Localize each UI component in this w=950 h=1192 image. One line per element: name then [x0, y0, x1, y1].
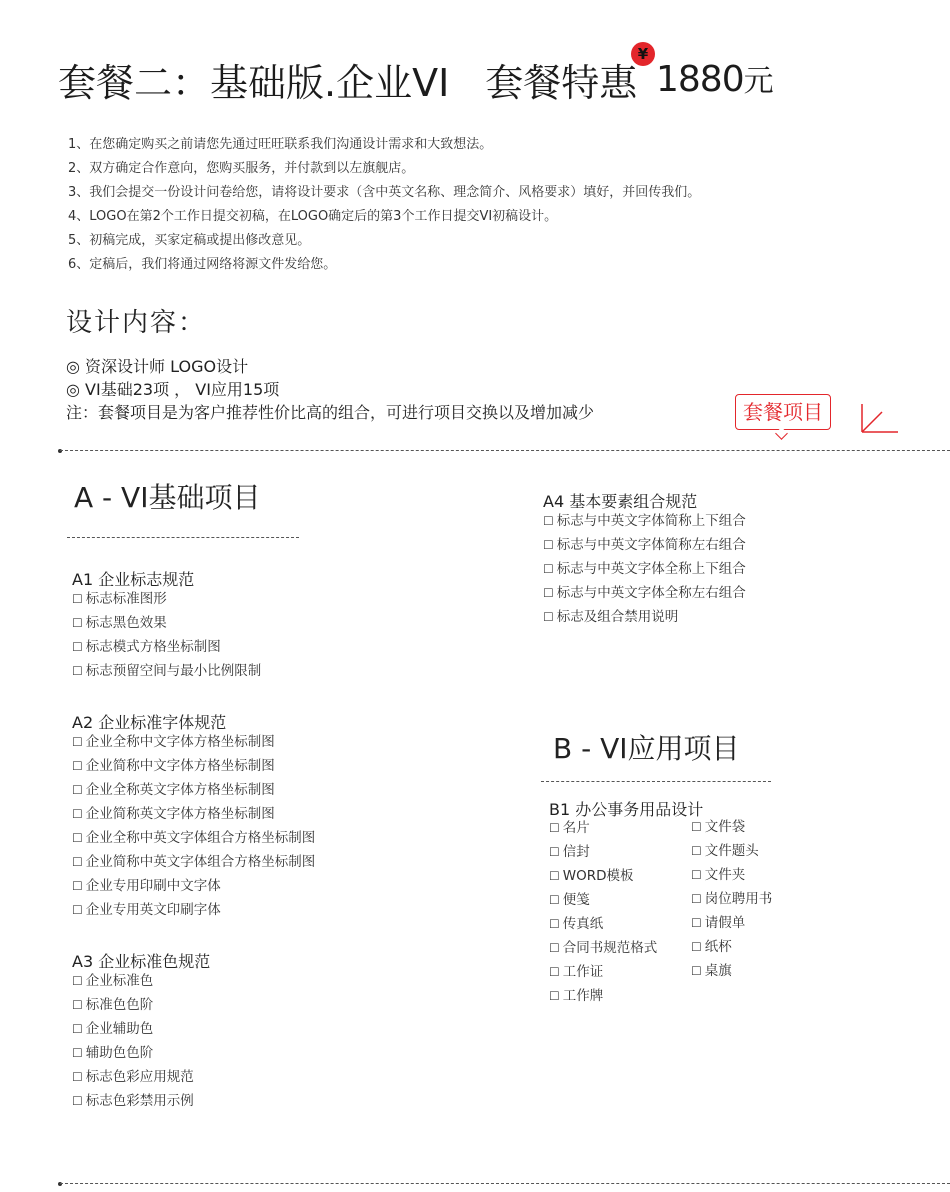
price	[656, 56, 773, 100]
list-item: ☐ 企业简称中英文字体组合方格坐标制图	[72, 850, 315, 874]
group-list-a4	[543, 509, 746, 629]
list-item: ☐ 标志色彩禁用示例	[72, 1089, 194, 1113]
list-item: ☐ 企业辅助色	[72, 1017, 194, 1041]
group-list-a3	[72, 969, 194, 1113]
process-steps	[68, 133, 700, 277]
list-item: ☐ 标志及组合禁用说明	[543, 605, 746, 629]
list-item: ☐ 企业简称中文字体方格坐标制图	[72, 754, 315, 778]
group-list-a2	[72, 730, 315, 922]
design-summary	[66, 355, 594, 424]
group-title-a4: A4 基本要素组合规范	[543, 492, 698, 511]
divider-line	[60, 450, 950, 451]
list-item: ☐ 工作证	[549, 960, 657, 984]
group-title-a3: A3 企业标准色规范	[72, 952, 211, 971]
list-item: ☐ WORD模板	[549, 864, 657, 888]
section-b-title: B - VI应用项目	[553, 732, 740, 765]
list-item: ☐ 标志标准图形	[72, 587, 261, 611]
list-item: ☐ 合同书规范格式	[549, 936, 657, 960]
group-title-a1: A1 企业标志规范	[72, 570, 195, 589]
list-item: ☐ 岗位聘用书	[691, 887, 772, 911]
list-item: ☐ 请假单	[691, 911, 772, 935]
summary-line: ◎ VI基础23项 ， VI应用15项	[66, 380, 280, 399]
list-item: ☐ 标志与中英文字体全称上下组合	[543, 557, 746, 581]
step-item: 4、LOGO在第2个工作日提交初稿，在LOGO确定后的第3个工作日提交VI初稿设计。	[68, 209, 558, 224]
price-unit: 元	[743, 64, 773, 99]
list-item: ☐ 企业简称英文字体方格坐标制图	[72, 802, 315, 826]
list-item: ☐ 工作牌	[549, 984, 657, 1008]
list-item: ☐ 标志与中英文字体简称上下组合	[543, 509, 746, 533]
yen-badge: ¥	[631, 42, 655, 66]
list-item: ☐ 企业全称中英文字体组合方格坐标制图	[72, 826, 315, 850]
summary-line: ◎ 资深设计师 LOGO设计	[66, 357, 249, 376]
package-name: 套餐二：基础版.企业VI	[58, 61, 450, 105]
list-item: ☐ 标志色彩应用规范	[72, 1065, 194, 1089]
list-item: ☐ 便笺	[549, 888, 657, 912]
list-item: ☐ 企业全称英文字体方格坐标制图	[72, 778, 315, 802]
list-item: ☐ 企业全称中文字体方格坐标制图	[72, 730, 315, 754]
list-item: ☐ 标志预留空间与最小比例限制	[72, 659, 261, 683]
list-item: ☐ 标志黑色效果	[72, 611, 261, 635]
step-item: 6、定稿后，我们将通过网络将源文件发给您。	[68, 257, 337, 272]
list-item: ☐ 桌旗	[691, 959, 772, 983]
step-item: 3、我们会提交一份设计问卷给您，请将设计要求（含中英文名称、理念简介、风格要求）填好，并回传我们。	[68, 185, 701, 200]
group-list-b1-col2	[691, 815, 772, 983]
list-item: ☐ 企业标准色	[72, 969, 194, 993]
list-item: ☐ 标志模式方格坐标制图	[72, 635, 261, 659]
section-b-underline	[541, 781, 771, 782]
group-title-a2: A2 企业标准字体规范	[72, 713, 227, 732]
step-item: 1、在您确定购买之前请您先通过旺旺联系我们沟通设计需求和大致想法。	[68, 137, 493, 152]
list-item: ☐ 文件题头	[691, 839, 772, 863]
package-items-badge: 套餐项目	[735, 394, 831, 430]
group-list-b1-col1	[549, 816, 657, 1008]
arrow-icon	[858, 402, 900, 434]
design-heading: 设计内容：	[66, 308, 207, 338]
step-item: 5、初稿完成，买家定稿或提出修改意见。	[68, 233, 311, 248]
list-item: ☐ 企业专用英文印刷字体	[72, 898, 315, 922]
list-item: ☐ 传真纸	[549, 912, 657, 936]
list-item: ☐ 企业专用印刷中文字体	[72, 874, 315, 898]
list-item: ☐ 文件夹	[691, 863, 772, 887]
price-value: 1880	[656, 59, 744, 100]
summary-note: 注：套餐项目是为客户推荐性价比高的组合，可进行项目交换以及增加减少	[66, 403, 595, 422]
list-item: ☐ 文件袋	[691, 815, 772, 839]
section-a-title: A - VI基础项目	[74, 481, 261, 514]
list-item: ☐ 标志与中英文字体简称左右组合	[543, 533, 746, 557]
group-list-a1	[72, 587, 261, 683]
page-title	[58, 52, 637, 107]
list-item: ☐ 纸杯	[691, 935, 772, 959]
step-item: 2、双方确定合作意向，您购买服务，并付款到以左旗舰店。	[68, 161, 415, 176]
list-item: ☐ 辅助色色阶	[72, 1041, 194, 1065]
divider-line	[60, 1183, 950, 1184]
list-item: ☐ 标志与中英文字体全称左右组合	[543, 581, 746, 605]
group-title-b1: B1 办公事务用品设计	[549, 800, 704, 819]
section-a-underline	[67, 537, 299, 538]
list-item: ☐ 名片	[549, 816, 657, 840]
list-item: ☐ 信封	[549, 840, 657, 864]
list-item: ☐ 标准色色阶	[72, 993, 194, 1017]
promo-label: 套餐特惠	[485, 61, 638, 105]
